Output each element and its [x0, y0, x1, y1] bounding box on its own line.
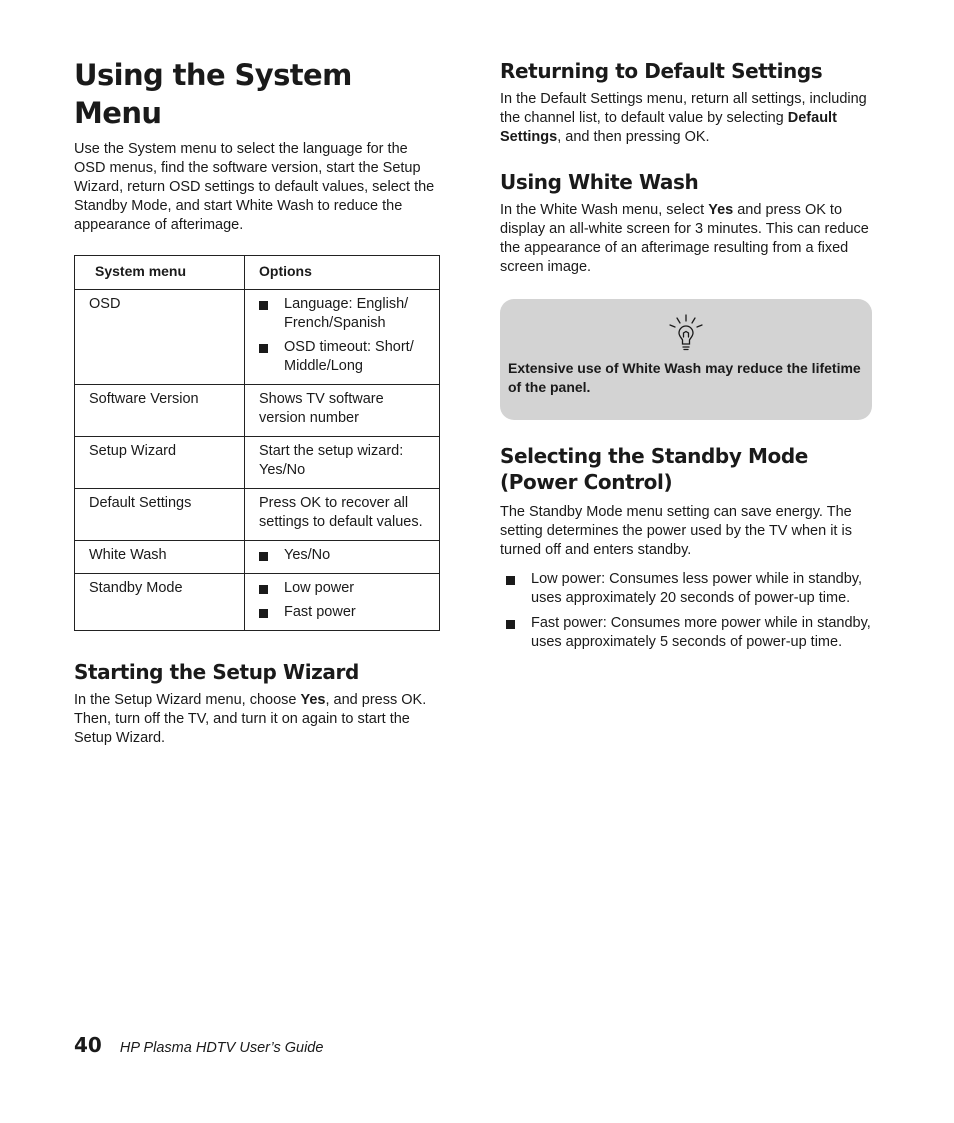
table-header-row: [75, 256, 440, 290]
bold-term: Yes: [708, 202, 734, 218]
table-row: [75, 385, 440, 437]
setup-wizard-paragraph: [74, 691, 440, 748]
paragraph-text: , and then pressing OK.: [557, 129, 710, 145]
paragraph-text: and press OK to display an all-white screen for 3 minutes. This can reduce the appearance of an afterimage resulting from a fixed screen image.: [500, 202, 869, 275]
table-header-system-menu: System menu: [75, 256, 245, 290]
heading-line: Selecting the Standby Mode: [500, 444, 808, 468]
list-item-text: Low power: Consumes less power while in standby, uses approximately 20 seconds of power-up time.: [531, 571, 862, 606]
table-cell-options: Press OK to recover all settings to default values.: [245, 489, 440, 541]
option-text: Low power: [284, 580, 355, 596]
options-list: [259, 579, 427, 622]
page-number: 40: [74, 1033, 102, 1057]
table-cell-options: Shows TV software version number: [245, 385, 440, 437]
bold-term: Yes: [300, 692, 326, 708]
left-column: [74, 56, 440, 748]
options-list: [259, 295, 427, 376]
table-header-options: Options: [245, 256, 440, 290]
guide-title: HP Plasma HDTV User’s Guide: [119, 1040, 324, 1056]
square-bullet-icon: [259, 344, 268, 353]
standby-paragraph: The Standby Mode menu setting can save energy. The setting determines the power used by the TV when it is turned off and enters standby.: [500, 504, 852, 558]
setup-wizard-section: [74, 659, 440, 748]
square-bullet-icon: [259, 585, 268, 594]
table-row: [75, 437, 440, 489]
table-cell-name: White Wash: [75, 541, 245, 574]
square-bullet-icon: [506, 620, 515, 629]
note-text: Extensive use of White Wash may reduce the lifetime of the panel.: [508, 360, 861, 395]
square-bullet-icon: [259, 552, 268, 561]
table-cell-name: Default Settings: [75, 489, 245, 541]
list-item: [259, 295, 427, 333]
standby-section: [500, 443, 872, 652]
option-text: OSD timeout: Short/ Middle/Long: [284, 339, 414, 374]
table-cell-name: Software Version: [75, 385, 245, 437]
table-cell-options: [245, 541, 440, 574]
heading-line: (Power Control): [500, 470, 673, 494]
standby-options-list: [500, 570, 872, 652]
table-row: [75, 574, 440, 631]
white-wash-heading: Using White Wash: [500, 170, 699, 194]
standby-heading: [500, 443, 872, 495]
table-cell-options: Start the setup wizard: Yes/No: [245, 437, 440, 489]
paragraph-text: In the White Wash menu, select: [500, 202, 709, 218]
white-wash-section: [500, 169, 872, 277]
default-settings-paragraph: [500, 90, 872, 147]
default-settings-heading: Returning to Default Settings: [500, 59, 823, 83]
table-row: [75, 290, 440, 385]
list-item: [500, 570, 872, 608]
paragraph-text: In the Setup Wizard menu, choose: [74, 692, 301, 708]
options-list: [259, 546, 427, 565]
table-cell-name: Standby Mode: [75, 574, 245, 631]
list-item: [259, 546, 427, 565]
bold-term: Default Settings: [500, 110, 837, 145]
paragraph-text: In the Default Settings menu, return all settings, including the channel list, to default value by selecting: [500, 91, 867, 126]
square-bullet-icon: [506, 576, 515, 585]
option-text: Yes/No: [284, 547, 331, 563]
table-row: [75, 541, 440, 574]
table-cell-name: OSD: [75, 290, 245, 385]
right-column: [500, 58, 872, 658]
table-cell-name: Setup Wizard: [75, 437, 245, 489]
table-cell-options: [245, 574, 440, 631]
list-item: [259, 579, 427, 598]
lightbulb-icon: [666, 313, 706, 353]
list-item: [259, 603, 427, 622]
page-footer: [74, 1033, 323, 1057]
list-item: [259, 338, 427, 376]
note-box: [500, 299, 872, 420]
list-item: [500, 614, 872, 652]
option-text: Fast power: [284, 604, 356, 620]
setup-wizard-heading: Starting the Setup Wizard: [74, 660, 359, 684]
white-wash-paragraph: [500, 201, 872, 277]
square-bullet-icon: [259, 301, 268, 310]
table-row: [75, 489, 440, 541]
default-settings-section: [500, 58, 872, 147]
option-text: Language: English/ French/Spanish: [284, 296, 409, 331]
paragraph-text: , and press OK. Then, turn off the TV, and turn it on again to start the Setup Wizard.: [74, 692, 427, 746]
page-title: Using the System Menu: [74, 58, 352, 130]
system-menu-table: [74, 255, 440, 631]
list-item-text: Fast power: Consumes more power while in standby, uses approximately 5 seconds of power-up time.: [531, 615, 871, 650]
table-cell-options: [245, 290, 440, 385]
square-bullet-icon: [259, 609, 268, 618]
intro-paragraph: Use the System menu to select the language for the OSD menus, find the software version, start the Setup Wizard, return OSD settings to default values, select the Standby Mode, and start White Wash to reduce the appearance of afterimage.: [74, 141, 435, 233]
